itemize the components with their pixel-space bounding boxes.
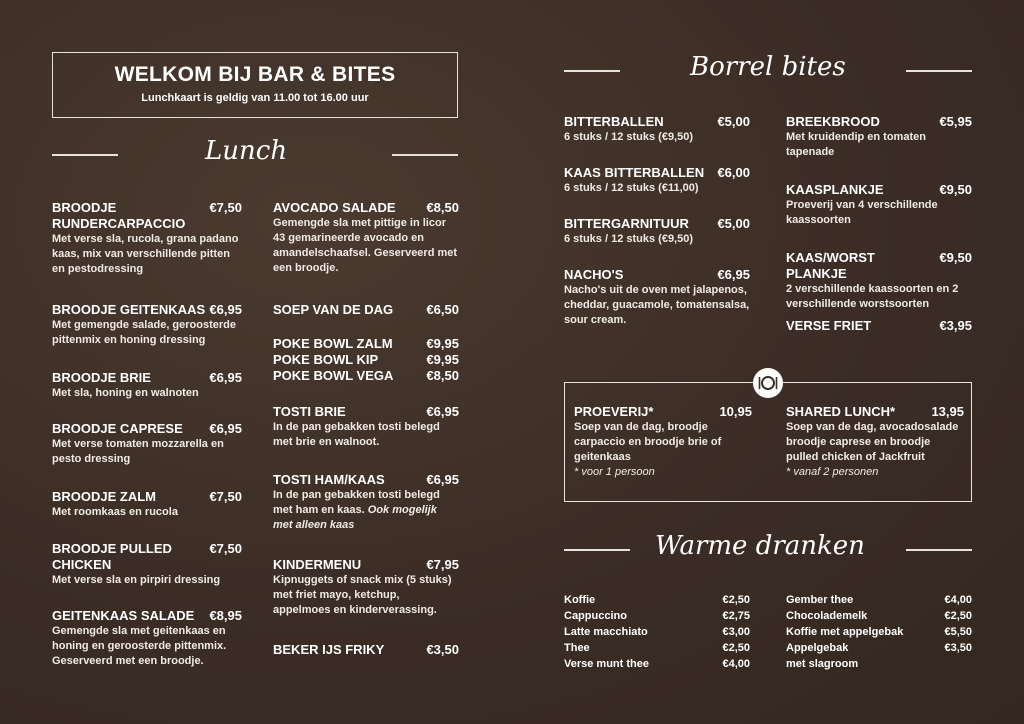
item-name: BEKER IJS FRIKY [273, 642, 385, 657]
drink-row [786, 592, 972, 608]
item-name: BROODJE RUNDERCARPACCIO [52, 200, 186, 231]
item-note: * voor 1 persoon [574, 466, 655, 478]
drink-name: Latte macchiato [564, 626, 648, 638]
item-description: In de pan gebakken tosti belegd met brie en walnoot. [273, 421, 440, 448]
section-title-borrel: Borrel bites [690, 52, 846, 82]
item-name: GEITENKAAS SALADE [52, 608, 195, 623]
item-price: €6,95 [209, 302, 242, 317]
item-note: Ook mogelijk met alleen kaas [273, 504, 437, 531]
item-price: €9,50 [939, 182, 972, 197]
item-description: Met verse sla en pirpiri dressing [52, 574, 221, 586]
item-description: Gemengde sla met geitenkaas en honing en geroosterde pittenmix. Geserveerd met een broodje. [52, 625, 227, 667]
item-price: €5,95 [939, 114, 972, 129]
item-price: €8,50 [426, 368, 459, 383]
menu-item [52, 200, 242, 277]
item-description: Met verse tomaten mozzarella en pesto dressing [52, 438, 224, 465]
item-price: €9,95 [426, 352, 459, 367]
item-price: 13,95 [931, 404, 964, 419]
plate-cutlery-icon [753, 368, 783, 398]
item-price: €9,95 [426, 336, 459, 351]
page-title: WELKOM BIJ BAR & BITES [114, 63, 396, 86]
menu-item [52, 541, 242, 588]
item-name: BITTERGARNITUUR [564, 216, 689, 231]
item-name: BROODJE GEITENKAAS [52, 302, 206, 317]
item-description: Soep van de dag, broodje carpaccio en broodje brie of geitenkaas [574, 421, 722, 463]
item-description: Met roomkaas en rucola [52, 506, 178, 518]
item-description: Proeverij van 4 verschillende kaassoorten [786, 199, 938, 226]
drink-price: €5,50 [944, 626, 972, 638]
drink-name: met slagroom [786, 658, 859, 670]
menu-item [273, 404, 459, 450]
drink-price: €3,00 [722, 626, 750, 638]
menu-item [273, 336, 459, 384]
item-description: Soep van de dag, avocadosalade broodje caprese en broodje pulled chicken of Jackfruit [786, 421, 959, 463]
drink-price: €2,50 [944, 610, 972, 622]
item-name: POKE BOWL VEGA [273, 368, 394, 383]
menu-item [52, 608, 242, 669]
drink-name: Thee [564, 642, 590, 654]
item-price: €7,95 [426, 557, 459, 572]
menu-item [786, 250, 972, 312]
item-description: Met gemengde salade, geroosterde pittenmix en honing dressing [52, 319, 236, 346]
divider [52, 154, 118, 156]
item-name: VERSE FRIET [786, 318, 872, 333]
item-price: €6,95 [426, 404, 459, 419]
drink-price: €2,75 [722, 610, 750, 622]
menu-item [273, 557, 459, 618]
drink-row [564, 592, 750, 608]
section-title-warme: Warme dranken [655, 531, 865, 561]
item-description-text: In de pan gebakken tosti belegd met ham en kaas. [273, 489, 440, 516]
item-note: * vanaf 2 personen [786, 466, 879, 478]
item-description: 6 stuks / 12 stuks (€9,50) [564, 233, 694, 245]
item-name: BROODJE PULLED CHICKEN [52, 541, 172, 572]
drink-row [786, 624, 972, 640]
drink-price: €2,50 [722, 642, 750, 654]
drink-row [786, 656, 972, 672]
item-name: POKE BOWL KIP [273, 352, 379, 367]
drinks-list [786, 592, 972, 672]
item-name: KAAS BITTERBALLEN [564, 165, 705, 180]
item-price: €7,50 [209, 541, 242, 556]
drink-price: €4,00 [722, 658, 750, 670]
item-description: Kipnuggets of snack mix (5 stuks) met friet mayo, ketchup, appelmoes en kinderverassing. [273, 574, 452, 616]
special-item [574, 404, 752, 480]
item-price: €6,00 [717, 165, 750, 180]
item-name: BITTERBALLEN [564, 114, 664, 129]
item-price: €8,95 [209, 608, 242, 623]
drink-row [564, 608, 750, 624]
welcome-box [52, 52, 458, 118]
item-description [273, 488, 459, 533]
item-price: €6,95 [426, 472, 459, 487]
menu-item [273, 200, 459, 276]
menu-item [564, 165, 750, 196]
item-price: €3,50 [426, 642, 459, 657]
drink-row [564, 640, 750, 656]
item-description: Met sla, honing en walnoten [52, 387, 199, 399]
item-price: €6,95 [209, 370, 242, 385]
drink-price: €4,00 [944, 594, 972, 606]
drink-row [564, 624, 750, 640]
page-subtitle: Lunchkaart is geldig van 11.00 tot 16.00 uur [141, 92, 369, 104]
item-description: 6 stuks / 12 stuks (€9,50) [564, 131, 694, 143]
special-item [786, 404, 964, 480]
item-price: €3,95 [939, 318, 972, 333]
item-price: €6,95 [717, 267, 750, 282]
drink-name: Appelgebak [786, 642, 849, 654]
item-description: 6 stuks / 12 stuks (€11,00) [564, 182, 699, 194]
divider [906, 549, 972, 551]
drink-name: Gember thee [786, 594, 854, 606]
drink-name: Koffie [564, 594, 596, 606]
menu-item [786, 182, 972, 228]
item-price: 10,95 [719, 404, 752, 419]
divider [564, 549, 630, 551]
item-description: Gemengde sla met pittige in licor 43 gemarineerde avocado en amandelschaafsel. Geserveerd met een broodje. [273, 217, 458, 274]
drink-price: €2,50 [722, 594, 750, 606]
item-name: SOEP VAN DE DAG [273, 302, 394, 317]
item-price: €7,50 [209, 200, 242, 215]
item-name: NACHO'S [564, 267, 624, 282]
item-name: KINDERMENU [273, 557, 362, 572]
menu-item [564, 267, 750, 328]
item-price: €5,00 [717, 216, 750, 231]
menu-item [564, 114, 750, 145]
drink-name: Cappuccino [564, 610, 627, 622]
item-name: SHARED LUNCH* [786, 404, 896, 419]
item-description: Met kruidendip en tomaten tapenade [786, 131, 926, 158]
menu-item [786, 114, 972, 160]
divider [564, 70, 620, 72]
menu-item [273, 642, 459, 658]
item-name: PROEVERIJ* [574, 404, 654, 419]
item-name: BROODJE ZALM [52, 489, 156, 504]
item-name: KAAS/WORST PLANKJE [786, 250, 875, 281]
divider [392, 154, 458, 156]
menu-item [52, 421, 242, 467]
item-description: Met verse sla, rucola, grana padano kaas, mix van verschillende pitten en pestodressing [52, 233, 239, 275]
drink-name: Koffie met appelgebak [786, 626, 904, 638]
item-name: POKE BOWL ZALM [273, 336, 393, 351]
menu-item [52, 370, 242, 401]
menu-item [273, 472, 459, 533]
item-price: €5,00 [717, 114, 750, 129]
item-name: TOSTI BRIE [273, 404, 346, 419]
section-title-lunch: Lunch [205, 136, 288, 166]
menu-item [52, 489, 242, 520]
drinks-list [564, 592, 750, 672]
drink-name: Chocolademelk [786, 610, 868, 622]
drink-row [786, 640, 972, 656]
item-price: €9,50 [939, 250, 972, 265]
item-price: €8,50 [426, 200, 459, 215]
menu-item [273, 302, 459, 318]
item-name: AVOCADO SALADE [273, 200, 396, 215]
item-name: KAASPLANKJE [786, 182, 884, 197]
divider [906, 70, 972, 72]
item-name: TOSTI HAM/KAAS [273, 472, 385, 487]
drink-price: €3,50 [944, 642, 972, 654]
drink-row [564, 656, 750, 672]
drink-row [786, 608, 972, 624]
item-price: €7,50 [209, 489, 242, 504]
item-name: BROODJE BRIE [52, 370, 151, 385]
item-price: €6,50 [426, 302, 459, 317]
menu-item [564, 216, 750, 247]
item-name: BROODJE CAPRESE [52, 421, 183, 436]
item-description: Nacho's uit de oven met jalapenos, cheddar, guacamole, tomatensalsa, sour cream. [564, 284, 750, 326]
item-price: €6,95 [209, 421, 242, 436]
menu-item [52, 302, 242, 348]
item-description: 2 verschillende kaassoorten en 2 verschillende worstsoorten [786, 283, 959, 310]
drink-name: Verse munt thee [564, 658, 649, 670]
menu-item [786, 318, 972, 334]
item-name: BREEKBROOD [786, 114, 880, 129]
